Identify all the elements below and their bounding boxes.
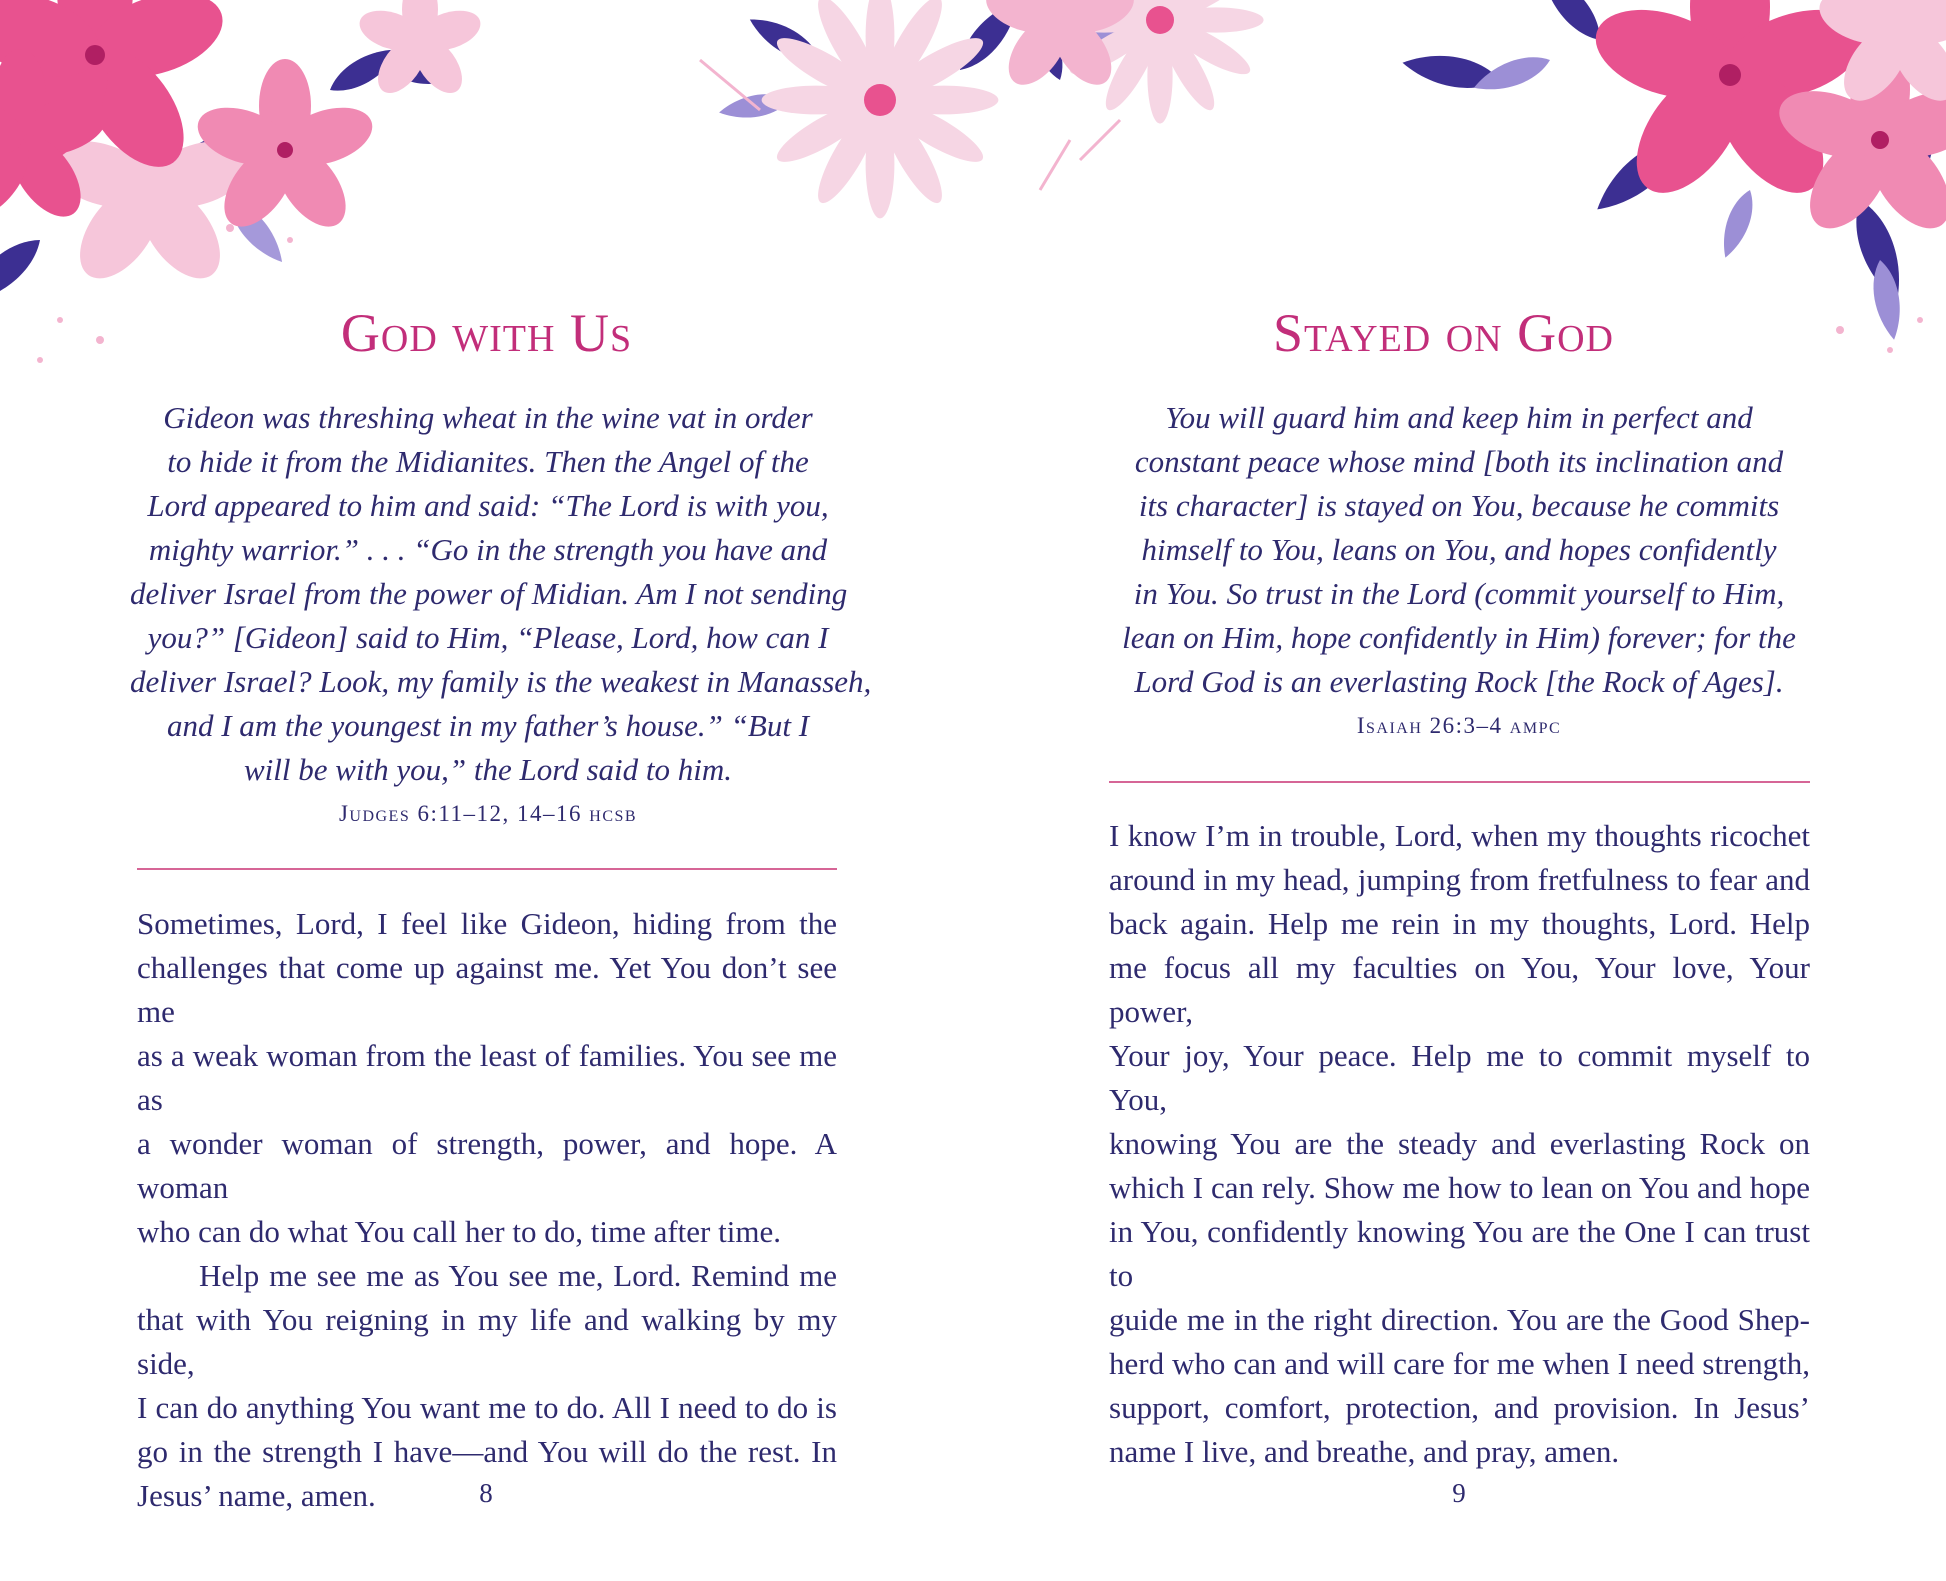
verse-line: you?” [Gideon] said to Him, “Please, Lord, how can I bbox=[147, 620, 829, 655]
verse-line: You will guard him and keep him in perfect and bbox=[1165, 400, 1753, 435]
right-prayer-text bbox=[1109, 814, 1810, 1474]
left-scripture-reference: Judges 6:11–12, 14–16 hcsb bbox=[338, 801, 638, 826]
right-page-title: Stayed on God bbox=[1272, 303, 1615, 363]
prayer-line: who can do what You call her to do, time after time. bbox=[137, 1214, 781, 1249]
prayer-line: a wonder woman of strength, power, and hope. A woman bbox=[137, 1126, 837, 1205]
prayer-line: which I can rely. Show me how to lean on You and hope bbox=[1109, 1170, 1810, 1205]
right-page-number: 9 bbox=[1452, 1478, 1466, 1508]
prayer-line: challenges that come up against me. Yet You don’t see me bbox=[137, 950, 837, 1029]
prayer-line: support, comfort, protection, and provision. In Jesus’ bbox=[1109, 1390, 1810, 1425]
prayer-line: me focus all my faculties on You, Your love, Your power, bbox=[1109, 950, 1810, 1029]
prayer-line: as a weak woman from the least of families. You see me as bbox=[137, 1038, 837, 1117]
left-page-title: God with Us bbox=[340, 303, 633, 363]
verse-line: deliver Israel? Look, my family is the weakest in Manasseh, bbox=[130, 664, 872, 699]
prayer-line: Help me see me as You see me, Lord. Remind me bbox=[199, 1258, 837, 1293]
prayer-line: around in my head, jumping from fretfulness to fear and bbox=[1109, 862, 1810, 897]
prayer-line: Your joy, Your peace. Help me to commit myself to You, bbox=[1109, 1038, 1810, 1117]
verse-line: Lord God is an everlasting Rock [the Rock of Ages]. bbox=[1134, 664, 1784, 699]
verse-line: to hide it from the Midianites. Then the Angel of the bbox=[167, 444, 809, 479]
right-page bbox=[973, 0, 1946, 1581]
prayer-line: back again. Help me rein in my thoughts, Lord. Help bbox=[1109, 906, 1810, 941]
prayer-line: name I live, and breathe, and pray, amen. bbox=[1109, 1434, 1620, 1469]
prayer-line: that with You reigning in my life and walking by my side, bbox=[137, 1302, 837, 1381]
verse-line: deliver Israel from the power of Midian. Am I not sending bbox=[130, 576, 848, 611]
right-divider-rule bbox=[1109, 781, 1810, 783]
right-scripture-reference: Isaiah 26:3–4 ampc bbox=[1356, 713, 1562, 738]
left-page-number: 8 bbox=[479, 1478, 493, 1508]
prayer-line: herd who can and will care for me when I need strength, bbox=[1109, 1346, 1810, 1381]
prayer-line: I can do anything You want me to do. All I need to do is bbox=[137, 1390, 837, 1425]
left-scripture-quote bbox=[130, 396, 872, 792]
prayer-line: Jesus’ name, amen. bbox=[137, 1478, 376, 1513]
verse-line: Lord appeared to him and said: “The Lord is with you, bbox=[147, 488, 829, 523]
left-divider-rule bbox=[137, 868, 837, 870]
verse-line: mighty warrior.” . . . “Go in the strength you have and bbox=[148, 532, 828, 567]
verse-line: lean on Him, hope confidently in Him) forever; for the bbox=[1122, 620, 1796, 655]
verse-line: and I am the youngest in my father’s house.” “But I bbox=[166, 708, 810, 743]
prayer-line: in You, confidently knowing You are the One I can trust to bbox=[1109, 1214, 1810, 1293]
right-scripture-quote bbox=[1109, 396, 1809, 704]
verse-line: its character] is stayed on You, because he commits bbox=[1138, 488, 1780, 523]
prayer-line: knowing You are the steady and everlasting Rock on bbox=[1109, 1126, 1810, 1161]
verse-line: himself to You, leans on You, and hopes confidently bbox=[1141, 532, 1777, 567]
verse-line: constant peace whose mind [both its inclination and bbox=[1134, 444, 1784, 479]
verse-line: in You. So trust in the Lord (commit yourself to Him, bbox=[1133, 576, 1785, 611]
prayer-line: Sometimes, Lord, I feel like Gideon, hiding from the bbox=[137, 906, 837, 941]
prayer-line: go in the strength I have—and You will do the rest. In bbox=[137, 1434, 837, 1469]
left-prayer-text bbox=[137, 902, 837, 1518]
verse-line: will be with you,” the Lord said to him. bbox=[244, 752, 732, 787]
prayer-line: I know I’m in trouble, Lord, when my thoughts ricochet bbox=[1109, 818, 1810, 853]
prayer-line: guide me in the right direction. You are the Good Shep- bbox=[1109, 1302, 1810, 1337]
verse-line: Gideon was threshing wheat in the wine vat in order bbox=[163, 400, 813, 435]
